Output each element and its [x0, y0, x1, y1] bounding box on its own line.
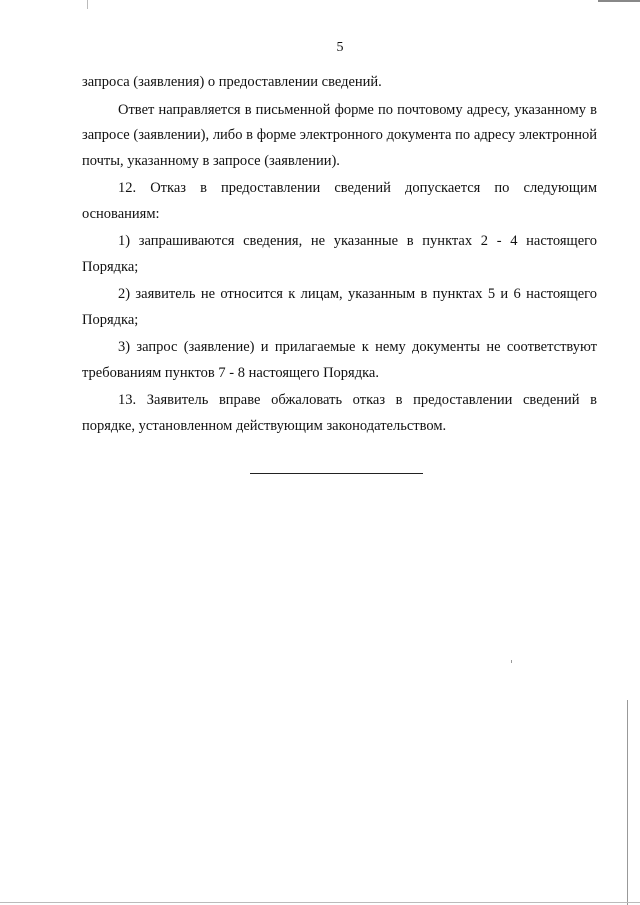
page-number: 5 [336, 40, 344, 55]
list-item-3: 3) запрос (заявление) и прилагаемые к нему документы не соответствуют требованиям пунктов 7 - 8 настоящего Порядка. [82, 339, 597, 381]
end-of-document-line [250, 473, 423, 474]
list-item-2: 2) заявитель не относится к лицам, указанным в пунктах 5 и 6 настоящего Порядка; [82, 286, 597, 328]
paragraph-13-appeal: 13. Заявитель вправе обжаловать отказ в предоставлении сведений в порядке, установленном действующим законодательством. [82, 392, 597, 434]
scan-artifact [0, 902, 640, 903]
paragraph-12-refusal: 12. Отказ в предоставлении сведений допускается по следующим основаниям: [82, 180, 597, 222]
paragraph-continuation: запроса (заявления) о предоставлении сведений. [82, 74, 382, 90]
scan-artifact [87, 0, 88, 9]
list-item-1: 1) запрашиваются сведения, не указанные в пунктах 2 - 4 настоящего Порядка; [82, 233, 597, 275]
paragraph-response-form: Ответ направляется в письменной форме по почтовому адресу, указанному в запросе (заявлении), либо в форме электронного документа по адресу электронной почты, указанному в запросе (заявлении). [82, 101, 597, 169]
scan-artifact [598, 0, 640, 2]
scan-artifact [627, 700, 628, 905]
document-body [82, 70, 597, 439]
scan-artifact [511, 660, 512, 663]
